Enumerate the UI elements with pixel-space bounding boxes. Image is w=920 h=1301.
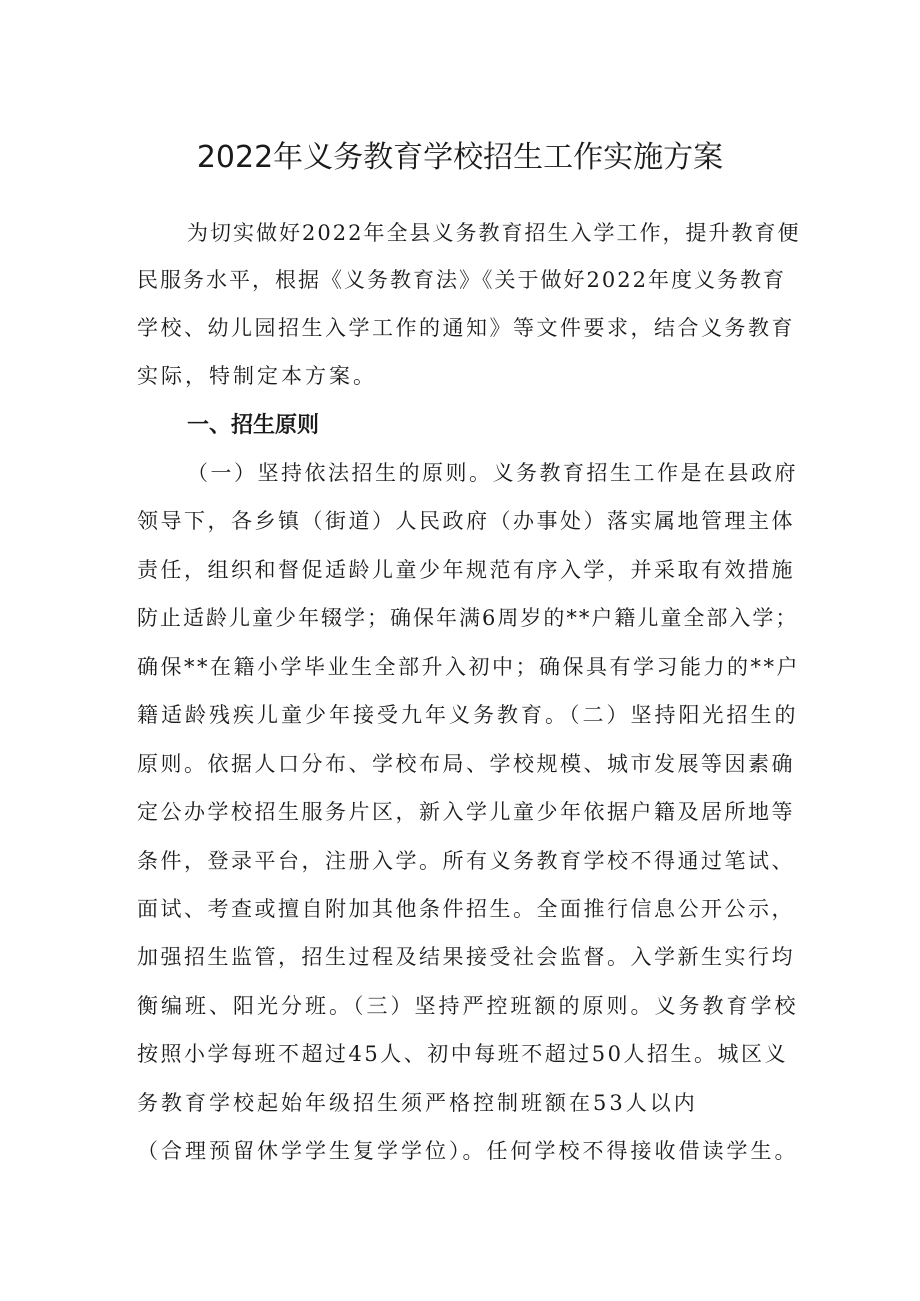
body-line: 衡编班、阳光分班。（三）坚持严控班额的原则。义务教育学校 xyxy=(137,994,799,1018)
body-line: 面试、考查或擅自附加其他条件招生。全面推行信息公开公示， xyxy=(137,897,795,921)
body-line: 防止适龄儿童少年辍学；确保年满6周岁的**户籍儿童全部入学； xyxy=(137,606,799,630)
intro-line: 为切实做好2022年全县义务教育招生入学工作，提升教育便 xyxy=(187,221,801,245)
body-line: 条件，登录平台，注册入学。所有义务教育学校不得通过笔试、 xyxy=(137,849,795,873)
intro-line: 民服务水平，根据《义务教育法》《关于做好2022年度义务教育 xyxy=(137,268,786,292)
intro-line: 学校、幼儿园招生入学工作的通知》等文件要求，结合义务教育 xyxy=(137,316,795,340)
body-line: （一）坚持依法招生的原则。义务教育招生工作是在县政府 xyxy=(187,461,798,485)
body-line: 原则。依据人口分布、学校布局、学校规模、城市发展等因素确 xyxy=(137,752,795,776)
body-line: 籍适龄残疾儿童少年接受九年义务教育。（二）坚持阳光招生的 xyxy=(137,703,799,727)
body-line: 责任，组织和督促适龄儿童少年规范有序入学，并采取有效措施 xyxy=(137,558,795,582)
body-line: 按照小学每班不超过45人、初中每班不超过50人招生。城区义 xyxy=(137,1042,788,1066)
document-title: 2022年义务教育学校招生工作实施方案 xyxy=(196,140,724,175)
body-line: 务教育学校起始年级招生须严格控制班额在53人以内 xyxy=(137,1091,698,1115)
body-line: 领导下，各乡镇（街道）人民政府（办事处）落实属地管理主体 xyxy=(137,509,795,533)
section-heading: 一、招生原则 xyxy=(187,413,320,438)
intro-line: 实际，特制定本方案。 xyxy=(137,364,377,388)
body-line: （合理预留休学学生复学学位）。任何学校不得接收借读学生。 xyxy=(137,1139,799,1163)
body-line: 加强招生监管，招生过程及结果接受社会监督。入学新生实行均 xyxy=(137,945,795,969)
body-line: 定公办学校招生服务片区，新入学儿童少年依据户籍及居所地等 xyxy=(137,800,795,824)
body-line: 确保**在籍小学毕业生全部升入初中；确保具有学习能力的**户 xyxy=(137,655,800,679)
